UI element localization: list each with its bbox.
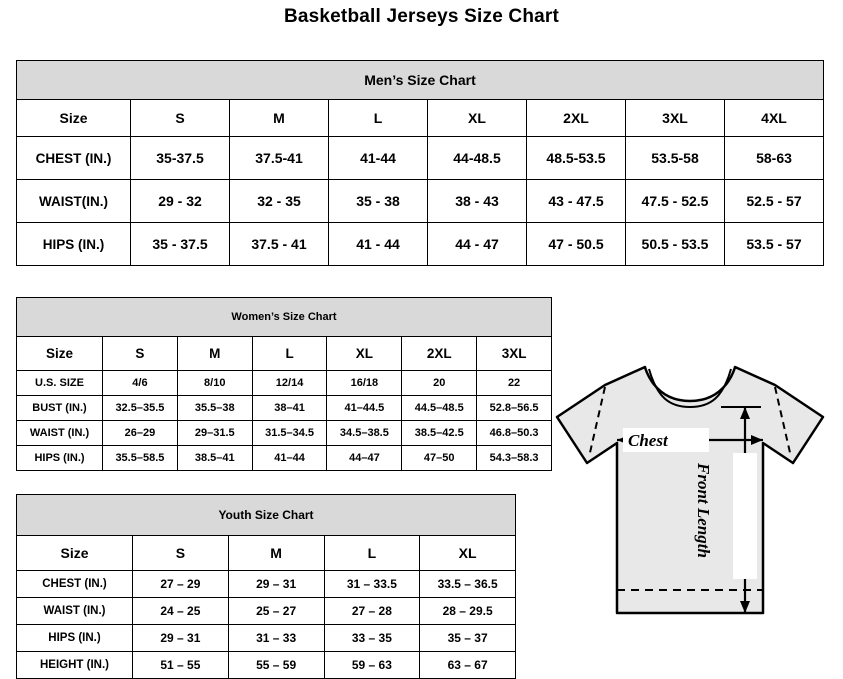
table-row xyxy=(17,652,516,679)
cell: 52.5 - 57 xyxy=(725,180,824,223)
cell: 35.5–58.5 xyxy=(103,446,178,471)
column-header-l: L xyxy=(329,100,428,137)
cell: 4/6 xyxy=(103,371,178,396)
table-row xyxy=(17,396,552,421)
cell: 25 – 27 xyxy=(228,598,324,625)
youth-size-chart xyxy=(16,494,516,679)
column-header-l: L xyxy=(324,536,420,571)
column-header-m: M xyxy=(230,100,329,137)
table-header-row xyxy=(17,100,824,137)
column-header-4xl: 4XL xyxy=(725,100,824,137)
cell: 38.5–41 xyxy=(177,446,252,471)
cell: 35.5–38 xyxy=(177,396,252,421)
cell: 38.5–42.5 xyxy=(402,421,477,446)
cell: 51 – 55 xyxy=(133,652,229,679)
table-row xyxy=(17,180,824,223)
table-row xyxy=(17,625,516,652)
cell: 26–29 xyxy=(103,421,178,446)
cell: 38 - 43 xyxy=(428,180,527,223)
cell: 48.5-53.5 xyxy=(527,137,626,180)
row-label-chest: CHEST (IN.) xyxy=(17,137,131,180)
womens-size-chart xyxy=(16,297,552,471)
cell: 41 - 44 xyxy=(329,223,428,266)
cell: 59 – 63 xyxy=(324,652,420,679)
cell: 43 - 47.5 xyxy=(527,180,626,223)
row-label-waist: WAIST (IN.) xyxy=(17,421,103,446)
row-label-height: HEIGHT (IN.) xyxy=(17,652,133,679)
cell: 34.5–38.5 xyxy=(327,421,402,446)
column-header-m: M xyxy=(228,536,324,571)
table-header-row xyxy=(17,536,516,571)
womens-caption: Women’s Size Chart xyxy=(17,298,552,337)
cell: 50.5 - 53.5 xyxy=(626,223,725,266)
cell: 41–44 xyxy=(252,446,327,471)
cell: 31 – 33 xyxy=(228,625,324,652)
chest-measure-label: Chest xyxy=(628,431,668,450)
column-header-l: L xyxy=(252,337,327,371)
column-header-xl: XL xyxy=(428,100,527,137)
row-label-hips: HIPS (IN.) xyxy=(17,223,131,266)
row-label-us-size: U.S. SIZE xyxy=(17,371,103,396)
cell: 38–41 xyxy=(252,396,327,421)
cell: 24 – 25 xyxy=(133,598,229,625)
cell: 44–47 xyxy=(327,446,402,471)
cell: 27 – 28 xyxy=(324,598,420,625)
mens-caption: Men’s Size Chart xyxy=(17,61,824,100)
cell: 35-37.5 xyxy=(131,137,230,180)
table-row xyxy=(17,371,552,396)
column-header-s: S xyxy=(103,337,178,371)
column-header-xl: XL xyxy=(420,536,516,571)
table-row xyxy=(17,571,516,598)
mens-size-table xyxy=(16,60,824,266)
cell: 35 - 37.5 xyxy=(131,223,230,266)
cell: 53.5-58 xyxy=(626,137,725,180)
cell: 31 – 33.5 xyxy=(324,571,420,598)
table-row xyxy=(17,421,552,446)
cell: 44-48.5 xyxy=(428,137,527,180)
cell: 27 – 29 xyxy=(133,571,229,598)
column-header-3xl: 3XL xyxy=(477,337,552,371)
cell: 20 xyxy=(402,371,477,396)
cell: 53.5 - 57 xyxy=(725,223,824,266)
cell: 54.3–58.3 xyxy=(477,446,552,471)
cell: 29 – 31 xyxy=(228,571,324,598)
cell: 44.5–48.5 xyxy=(402,396,477,421)
table-header-row xyxy=(17,337,552,371)
cell: 41-44 xyxy=(329,137,428,180)
jersey-icon xyxy=(545,345,835,675)
cell: 8/10 xyxy=(177,371,252,396)
table-row xyxy=(17,598,516,625)
column-header-3xl: 3XL xyxy=(626,100,725,137)
column-header-size: Size xyxy=(17,536,133,571)
column-header-xl: XL xyxy=(327,337,402,371)
cell: 47.5 - 52.5 xyxy=(626,180,725,223)
table-row xyxy=(17,446,552,471)
shirt-measurement-diagram xyxy=(545,345,835,675)
column-header-2xl: 2XL xyxy=(402,337,477,371)
youth-caption: Youth Size Chart xyxy=(17,495,516,536)
cell: 58-63 xyxy=(725,137,824,180)
cell: 41–44.5 xyxy=(327,396,402,421)
table-caption-row xyxy=(17,495,516,536)
row-label-waist: WAIST(IN.) xyxy=(17,180,131,223)
cell: 33.5 – 36.5 xyxy=(420,571,516,598)
column-header-size: Size xyxy=(17,337,103,371)
cell: 47–50 xyxy=(402,446,477,471)
front-length-measure-label: Front Length xyxy=(694,463,713,558)
row-label-chest: CHEST (IN.) xyxy=(17,571,133,598)
cell: 35 - 38 xyxy=(329,180,428,223)
cell: 28 – 29.5 xyxy=(420,598,516,625)
cell: 29 – 31 xyxy=(133,625,229,652)
cell: 37.5-41 xyxy=(230,137,329,180)
table-caption-row xyxy=(17,61,824,100)
cell: 16/18 xyxy=(327,371,402,396)
column-header-size: Size xyxy=(17,100,131,137)
column-header-s: S xyxy=(131,100,230,137)
row-label-waist: WAIST (IN.) xyxy=(17,598,133,625)
column-header-s: S xyxy=(133,536,229,571)
row-label-hips: HIPS (IN.) xyxy=(17,446,103,471)
table-row xyxy=(17,137,824,180)
page-title: Basketball Jerseys Size Chart xyxy=(283,6,560,27)
table-caption-row xyxy=(17,298,552,337)
cell: 33 – 35 xyxy=(324,625,420,652)
column-header-2xl: 2XL xyxy=(527,100,626,137)
table-row xyxy=(17,223,824,266)
column-header-m: M xyxy=(177,337,252,371)
cell: 32 - 35 xyxy=(230,180,329,223)
cell: 29–31.5 xyxy=(177,421,252,446)
cell: 44 - 47 xyxy=(428,223,527,266)
cell: 29 - 32 xyxy=(131,180,230,223)
cell: 22 xyxy=(477,371,552,396)
cell: 37.5 - 41 xyxy=(230,223,329,266)
cell: 52.8–56.5 xyxy=(477,396,552,421)
cell: 12/14 xyxy=(252,371,327,396)
cell: 63 – 67 xyxy=(420,652,516,679)
cell: 47 - 50.5 xyxy=(527,223,626,266)
cell: 46.8–50.3 xyxy=(477,421,552,446)
row-label-hips: HIPS (IN.) xyxy=(17,625,133,652)
womens-size-table xyxy=(16,297,552,471)
youth-size-table xyxy=(16,494,516,679)
mens-size-chart xyxy=(16,60,824,266)
cell: 55 – 59 xyxy=(228,652,324,679)
row-label-bust: BUST (IN.) xyxy=(17,396,103,421)
cell: 35 – 37 xyxy=(420,625,516,652)
cell: 32.5–35.5 xyxy=(103,396,178,421)
cell: 31.5–34.5 xyxy=(252,421,327,446)
